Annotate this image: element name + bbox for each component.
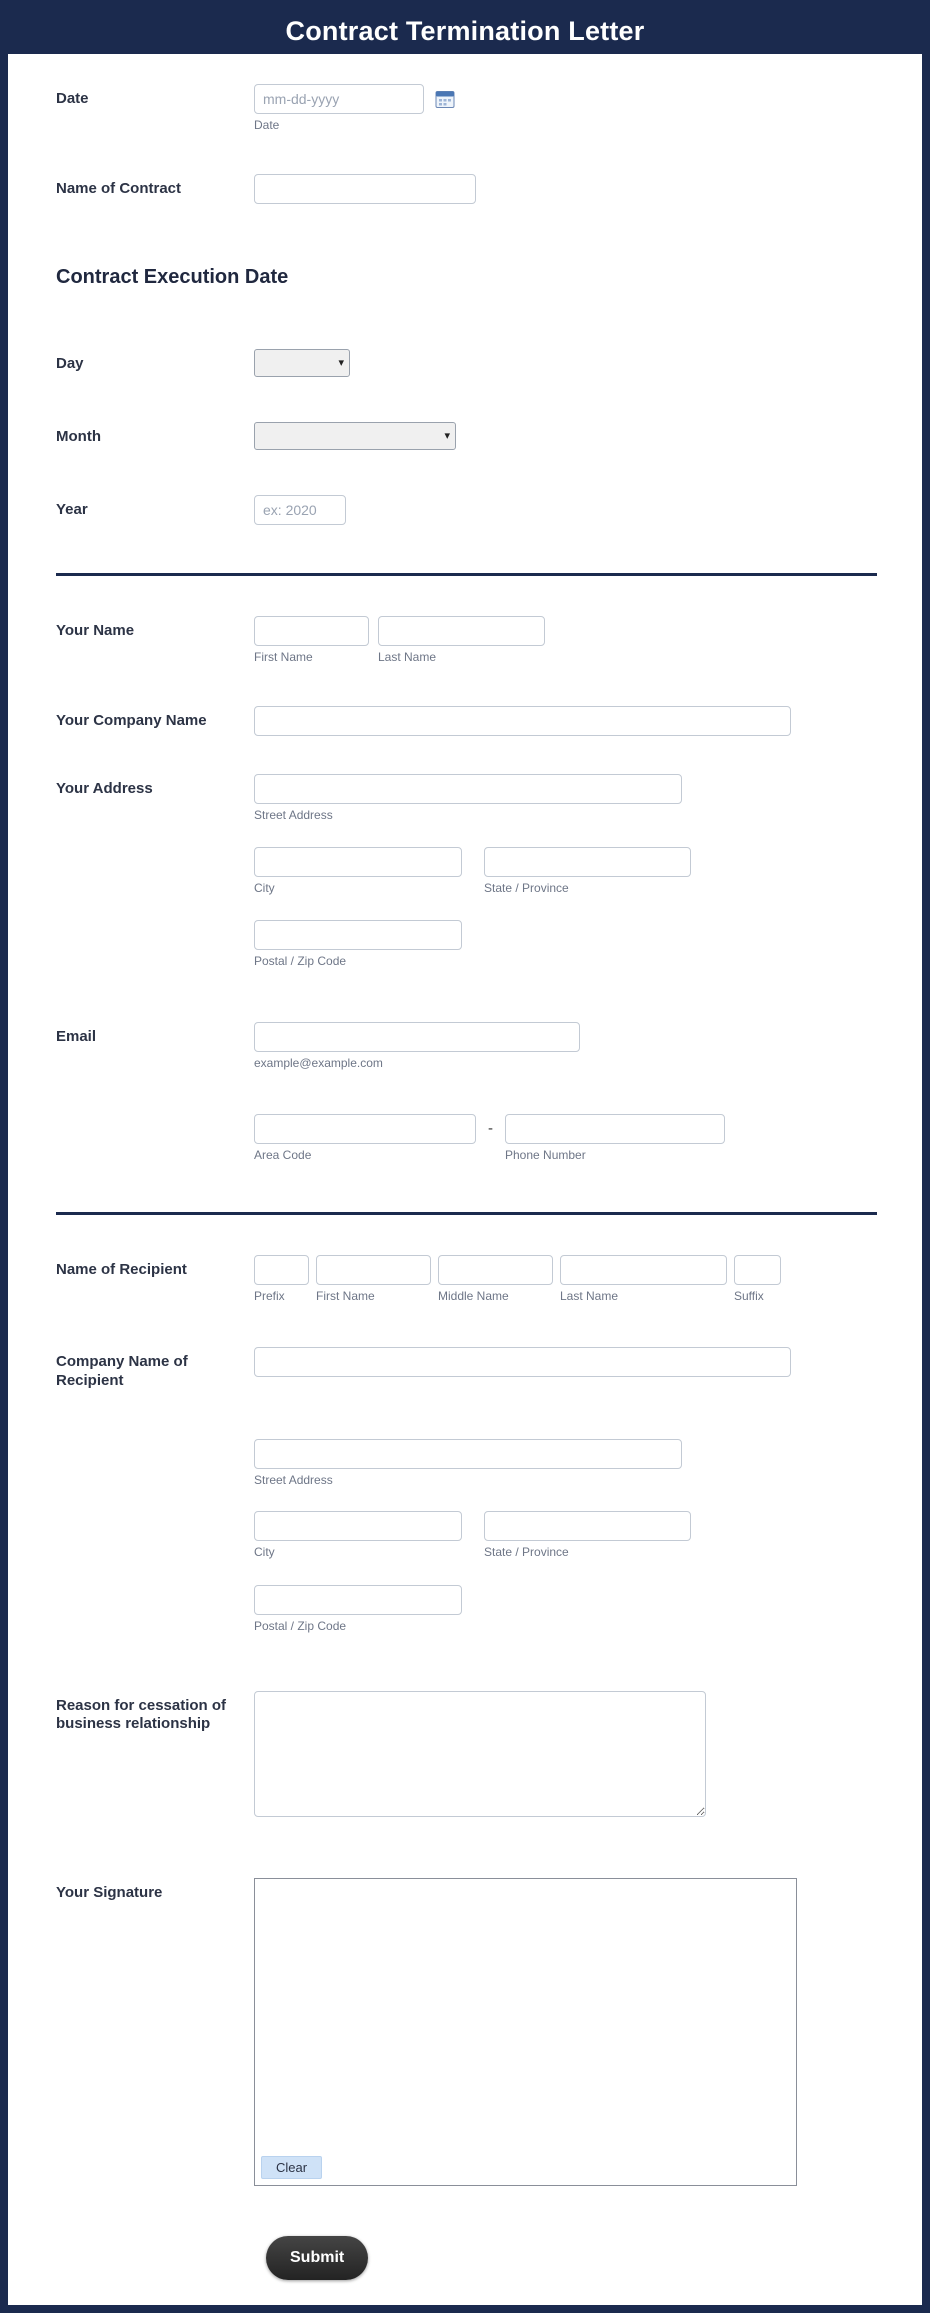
your-street-input[interactable] [254,774,682,804]
signature-control [254,1878,922,2186]
city-sublabel: City [254,1544,275,1559]
section-divider [56,573,877,576]
recipient-suffix-input[interactable] [734,1255,781,1285]
reason-textarea[interactable] [254,1691,706,1817]
state-sublabel: State / Province [484,1544,569,1559]
signature-label: Your Signature [56,1883,163,1901]
your-name-label: Your Name [56,622,135,639]
day-label: Day [56,355,84,372]
last-name-sublabel: Last Name [378,650,437,664]
field-recipient-name [8,1255,922,1303]
your-first-name-input[interactable] [254,616,369,646]
area-code-input[interactable] [254,1114,476,1144]
recipient-postal-input[interactable] [254,1585,462,1615]
field-signature [8,1878,922,2186]
your-company-input[interactable] [254,706,791,736]
street-sublabel: Street Address [254,1472,333,1487]
year-input[interactable] [254,495,346,525]
field-phone [8,1114,922,1162]
email-input[interactable] [254,1022,580,1052]
form-title: Contract Termination Letter [285,15,645,46]
field-day [8,349,922,377]
phone-separator: - [488,1120,493,1137]
your-company-label: Your Company Name [56,712,207,729]
phone-number-sublabel: Phone Number [505,1148,586,1162]
prefix-sublabel: Prefix [254,1289,285,1303]
your-name-control [254,616,922,664]
recipient-company-input[interactable] [254,1347,791,1377]
phone-label-spacer [56,1114,254,1120]
field-your-company [8,706,922,736]
phone-control [254,1114,922,1162]
month-control [254,422,922,450]
chevron-down-icon: ▾ [444,430,450,443]
reason-label: Reason for cessation of business relationship [56,1696,227,1733]
field-date [8,84,922,132]
date-control [254,84,922,132]
recipient-address-label-spacer [56,1439,254,1445]
recipient-name-label: Name of Recipient [56,1261,187,1278]
day-control [254,349,922,377]
first-name-sublabel: First Name [316,1289,375,1303]
your-address-label: Your Address [56,780,153,797]
last-name-sublabel: Last Name [560,1289,619,1303]
area-code-sublabel: Area Code [254,1148,312,1162]
month-select[interactable] [254,422,456,450]
your-state-input[interactable] [484,847,691,877]
city-sublabel: City [254,881,275,895]
submit-button[interactable]: Submit [266,2236,368,2280]
field-your-address [8,774,922,968]
signature-clear-button[interactable]: Clear [261,2156,322,2179]
date-sublabel: Date [254,118,280,132]
signature-pad[interactable] [254,1878,797,2186]
your-company-control [254,706,922,736]
recipient-last-name-input[interactable] [560,1255,727,1285]
middle-name-sublabel: Middle Name [438,1289,509,1303]
postal-sublabel: Postal / Zip Code [254,954,347,968]
field-reason [8,1691,922,1822]
field-recipient-company [8,1347,922,1391]
recipient-company-label: Company Name of Recipient [56,1353,188,1389]
field-email [8,1022,922,1070]
your-last-name-input[interactable] [378,616,545,646]
execution-date-heading: Contract Execution Date [56,266,289,288]
year-label: Year [56,501,88,518]
email-control [254,1022,922,1070]
contract-name-input[interactable] [254,174,476,204]
email-sublabel: example@example.com [254,1056,383,1070]
recipient-city-input[interactable] [254,1511,462,1541]
year-control [254,495,922,525]
postal-sublabel: Postal / Zip Code [254,1618,347,1633]
recipient-first-name-input[interactable] [316,1255,431,1285]
month-label: Month [56,428,101,445]
chevron-down-icon: ▾ [338,357,344,370]
section-divider [56,1212,877,1215]
phone-number-input[interactable] [505,1114,725,1144]
field-your-name [8,616,922,664]
recipient-address-control [254,1439,922,1633]
contract-name-control [254,174,922,204]
your-city-input[interactable] [254,847,462,877]
street-sublabel: Street Address [254,808,333,822]
email-label: Email [56,1028,97,1045]
reason-control [254,1691,922,1822]
recipient-middle-name-input[interactable] [438,1255,553,1285]
calendar-icon[interactable] [433,87,457,111]
first-name-sublabel: First Name [254,650,313,664]
your-postal-input[interactable] [254,920,462,950]
field-year [8,495,922,525]
field-contract-name [8,174,922,204]
field-recipient-address [8,1439,922,1633]
date-label: Date [56,90,89,107]
recipient-state-input[interactable] [484,1511,691,1541]
state-sublabel: State / Province [484,881,569,895]
recipient-prefix-input[interactable] [254,1255,309,1285]
field-month [8,422,922,450]
contract-name-label: Name of Contract [56,180,182,197]
suffix-sublabel: Suffix [734,1289,764,1303]
recipient-company-control [254,1347,922,1377]
submit-row [266,2236,922,2280]
day-select[interactable] [254,349,350,377]
recipient-name-control [254,1255,922,1303]
date-input[interactable] [254,84,424,114]
recipient-street-input[interactable] [254,1439,682,1469]
form-header [8,8,922,54]
your-address-control [254,774,922,968]
